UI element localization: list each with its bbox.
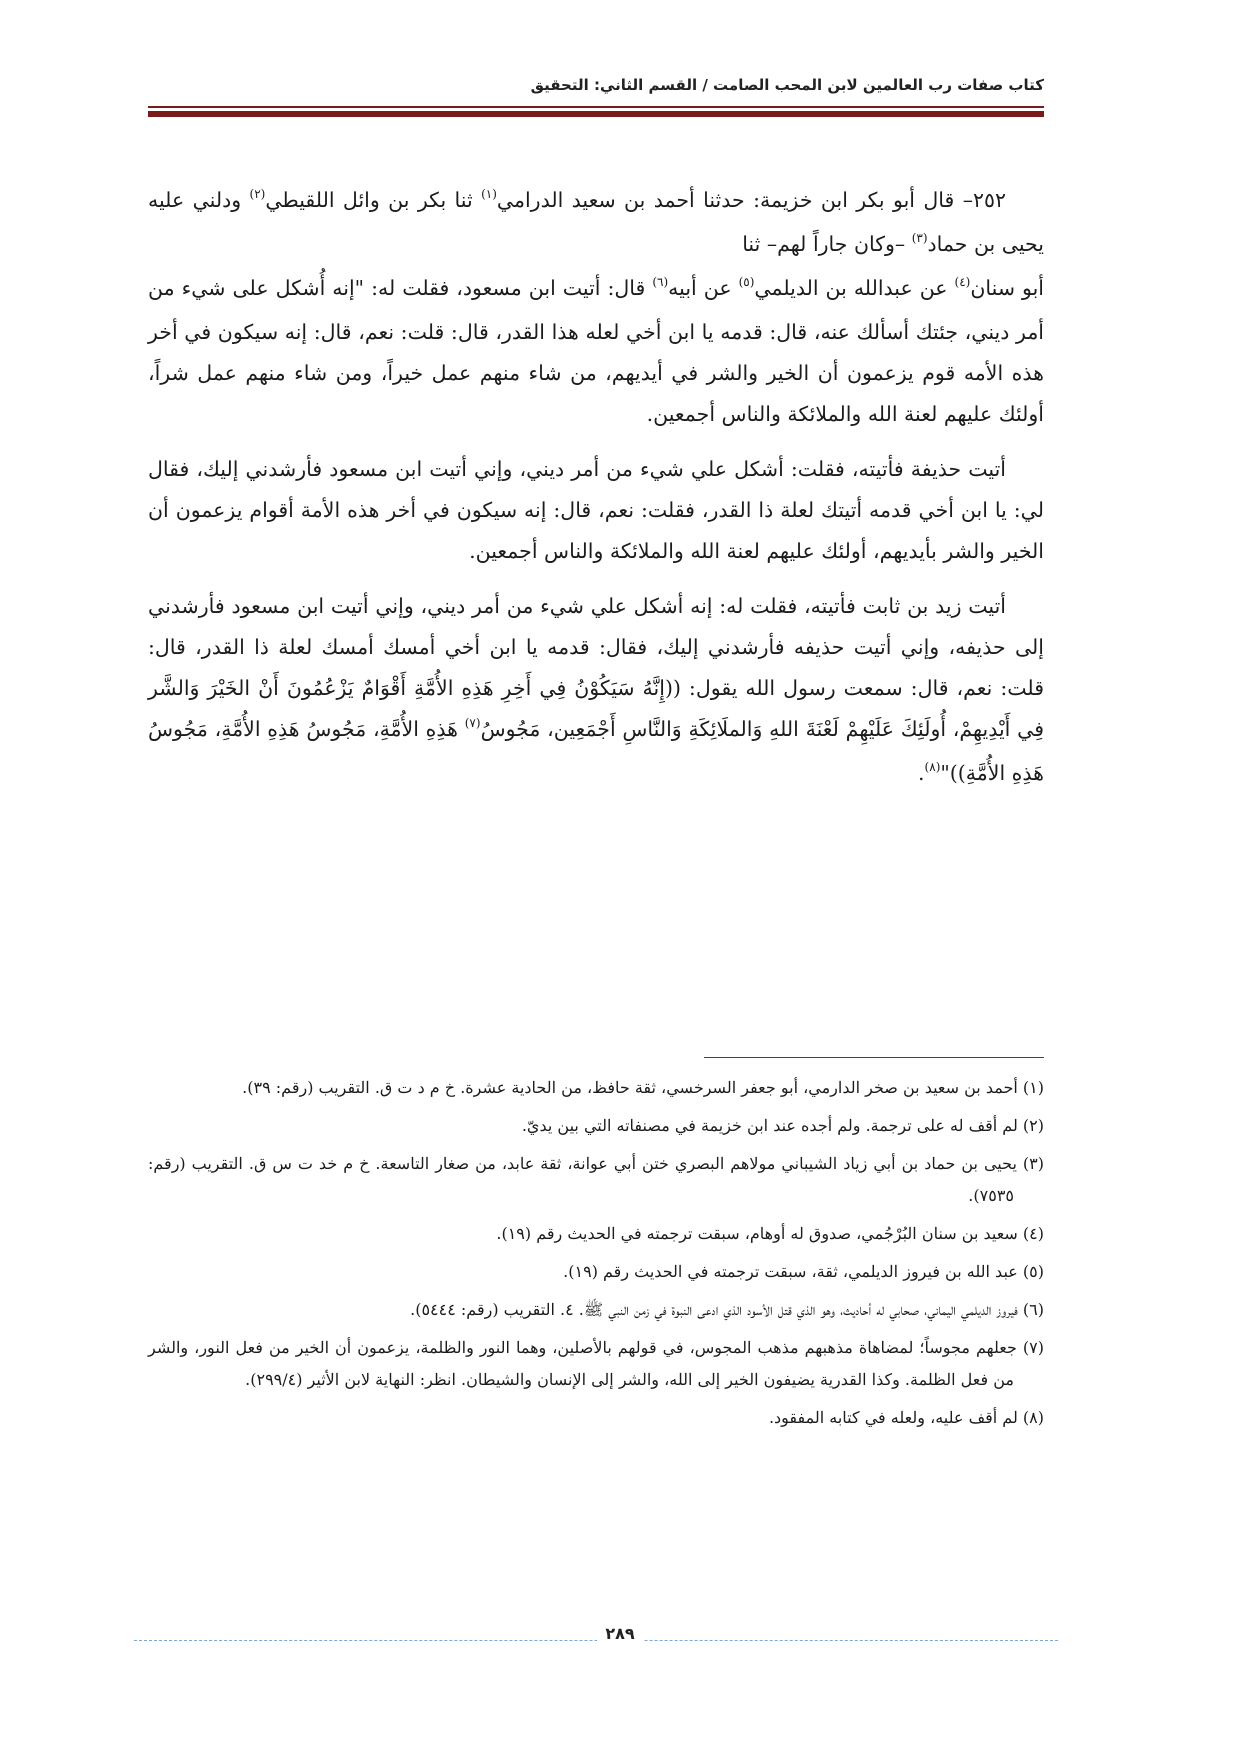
- footnote-3: (٣) يحيى بن حماد بن أبي زياد الشيباني مولاهم البصري ختن أبي عوانة، ثقة عابد، من صغار التاسعة. خ م خد ت س ق. التقريب (رقم: ٧٥٣٥).: [148, 1154, 1044, 1205]
- footnote-ref-3: (٣): [911, 231, 928, 245]
- text-run: أتيت زيد بن ثابت فأتيته، فقلت له: إنه أشكل علي شيء من أمر ديني، وإني أتيت ابن مسعود فأرشدني إلى حذيفه، وإني أتيت حذيفه فأرشدني إليك، فقال: قدمه يا ابن أخي أمسك أمسك لعلة ذا القدر، قال: قلت: نعم، قال: سمعت رسول الله يقول: ((إِنَّهُ سَيَكُوْنُ فِي أَخِرِ هَذِهِ الأُمَّةِ أَقْوَامٌ يَزْعُمُونَ أَنْ الخَيْرَ وَالشَّر فِي أَيْدِيهِمْ، أُولَئِكَ عَلَيْهِمْ لَعْنَةَ اللهِ وَالملَائِكَةِ وَالنَّاسِ أَجْمَعِين، مَجُوسُ: [148, 594, 1044, 741]
- text-run: ودلني عليه يحيى بن حماد: [148, 188, 1044, 256]
- text-run: عن عبدالله بن الديلمي: [754, 276, 955, 300]
- footnote-ref-4: (٤): [954, 275, 971, 289]
- text-run: أتيت حذيفة فأتيته، فقلت: أشكل علي شيء من أمر ديني، وإني أتيت ابن مسعود فأرشدني إليك، فقال لي: يا ابن أخي قدمه أتيتك لعلة ذا القدر، فقلت: نعم، قال: إنه سيكون في أخر هذه الأمة أقوام يزعمون أن الخير والشر بأيديهم، أولئك عليهم لعنة الله والملائكة والناس أجمعين.: [148, 457, 1044, 563]
- text-run: قال: أتيت ابن مسعود، فقلت له: "إنه أُشكل على شيء من أمر ديني، جئتك أسألك عنه، قال: قدمه يا ابن أخي لعله هذا القدر، قال: قلت: نعم، قال: إنه سيكون في أخر هذه الأمه قوم يزعمون أن الخير والشر في أيديهم، من شاء منهم عمل خيراً، ومن شاء منهم عمل شراً، أولئك عليهم لعنة الله والملائكة والناس أجمعين.: [148, 276, 1044, 426]
- paragraph-ibn-masud: [148, 268, 1044, 435]
- footnote-ref-6: (٦): [652, 275, 669, 289]
- page-number-text: ٢٨٩: [597, 1624, 642, 1643]
- text-run: عن أبيه: [668, 276, 739, 300]
- footnote-1: (١) أحمد بن سعيد بن صخر الدارمي، أبو جعفر السرخسي، ثقة حافظ، من الحادية عشرة. خ م د ت ق. التقريب (رقم: ٣٩).: [242, 1078, 1044, 1097]
- footnote-ref-5: (٥): [738, 275, 755, 289]
- main-text: [148, 180, 1044, 811]
- header-rule-thick: [148, 111, 1044, 117]
- footnote-4: (٤) سعيد بن سنان البُرْجُمي، صدوق له أوهام، سبقت ترجمته في الحديث رقم (١٩).: [496, 1224, 1044, 1243]
- footnote-7: (٧) جعلهم مجوساً؛ لمضاهاة مذهبهم مذهب المجوس، في قولهم بالأصلين، وهما النور والظلمة، يزعمون أن الخير من فعل النور، والشر من فعل الظلمة. وكذا القدرية يضيفون الخير إلى الله، والشر إلى الإنسان والشيطان. انظر: النهاية لابن الأثير (٢٩٩/٤).: [148, 1338, 1044, 1389]
- footnote-5: (٥) عبد الله بن فيروز الديلمي، ثقة، سبقت ترجمته في الحديث رقم (١٩).: [563, 1262, 1044, 1281]
- footnote-ref-7: (٧): [464, 716, 481, 730]
- text-run: .: [918, 761, 925, 785]
- footnote-8: (٨) لم أقف عليه، ولعله في كتابه المفقود.: [768, 1408, 1044, 1427]
- text-run: –وكان جاراً لهم– ثنا: [742, 232, 912, 256]
- page-number: [0, 1624, 1240, 1643]
- text-run: ٢٥٢– قال أبو بكر ابن خزيمة: حدثنا أحمد بن سعيد الدرامي: [496, 188, 1006, 212]
- footnote-separator: [704, 1057, 1044, 1058]
- text-run: ثنا بكر بن وائل اللقيطي: [265, 188, 482, 212]
- footnote-2: (٢) لم أقف له على ترجمة. ولم أجده عند ابن خزيمة في مصنفاته التي بين يديّ.: [521, 1116, 1044, 1135]
- paragraph-hadith-isnad: [148, 180, 1044, 268]
- footnote-ref-1: (١): [481, 187, 497, 201]
- paragraph-hudhayfa: [148, 449, 1044, 572]
- footnote-6: (٦) فيروز الديلمي اليماني، صحابي له أحاديث، وهو الذي قتل الأسود الذي ادعى النبوة في زمن النبي ﷺ. ٤. التقريب (رقم: ٥٤٤٤).: [410, 1300, 1044, 1319]
- footnote-ref-8: (٨): [924, 760, 941, 774]
- footnotes: [148, 1072, 1044, 1440]
- footnote-ref-2: (٢): [249, 187, 266, 201]
- paragraph-zayd: [148, 586, 1044, 797]
- running-header: كتاب صفات رب العالمين لابن المحب الصامت / القسم الثاني: التحقيق: [530, 76, 1044, 94]
- header-rule-thin: [148, 106, 1044, 108]
- text-run: أبو سنان: [970, 276, 1045, 300]
- text-run: هَذِهِ الأُمَّةِ، مَجُوسُ هَذِهِ الأُمَّةِ، مَجُوسُ هَذِهِ الأُمَّةِ))": [148, 717, 1044, 785]
